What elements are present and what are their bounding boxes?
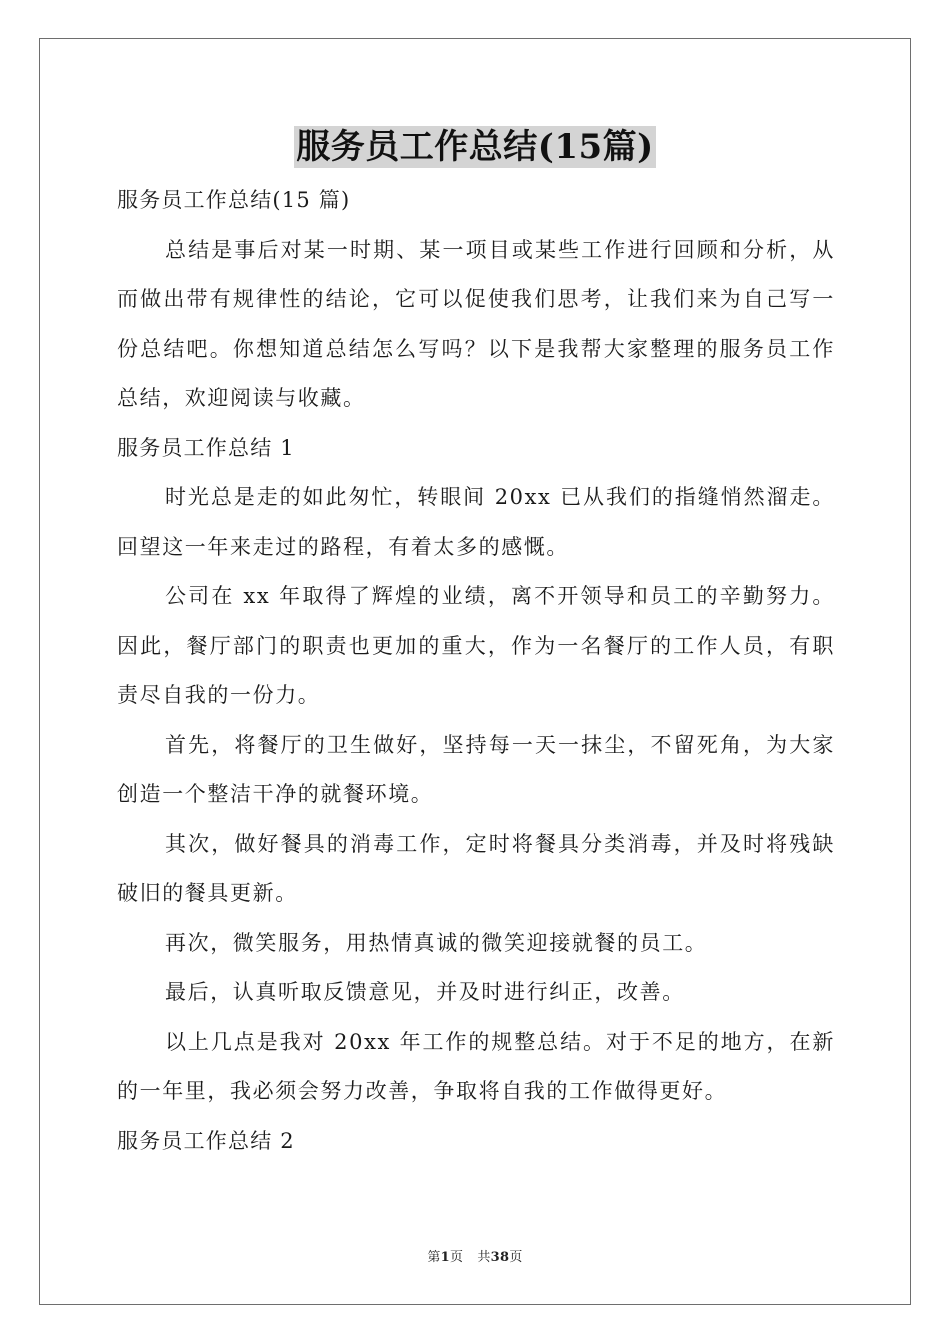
page-suffix: 页 [450,1250,464,1265]
document-body [117,176,835,1166]
body-paragraph: 时光总是走的如此匆忙，转眼间 20xx 已从我们的指缝悄然溜走。回望这一年来走过的路程，有着太多的感慨。 [117,485,835,559]
page-prefix: 第 [427,1250,441,1265]
section-heading-2: 服务员工作总结 2 [117,1128,295,1153]
body-paragraph: 首先，将餐厅的卫生做好，坚持每一天一抹尘，不留死角，为大家创造一个整洁干净的就餐环境。 [117,732,835,806]
subtitle-heading: 服务员工作总结(15 篇) [117,188,351,212]
body-paragraph: 最后，认真听取反馈意见，并及时进行纠正，改善。 [165,980,685,1004]
body-paragraph: 再次，微笑服务，用热情真诚的微笑迎接就餐的员工。 [165,930,708,955]
title-block [0,126,950,168]
total-pages: 38 [490,1250,510,1265]
body-paragraph: 公司在 xx 年取得了辉煌的业绩，离不开领导和员工的辛勤努力。因此，餐厅部门的职责也更加的重大，作为一名餐厅的工作人员，有职责尽自我的一份力。 [117,584,835,707]
total-suffix: 页 [509,1250,523,1265]
body-paragraph: 其次，做好餐具的消毒工作，定时将餐具分类消毒，并及时将残缺破旧的餐具更新。 [117,831,835,905]
page-footer [0,1246,950,1265]
intro-paragraph: 总结是事后对某一时期、某一项目或某些工作进行回顾和分析，从而做出带有规律性的结论，它可以促使我们思考，让我们来为自己写一份总结吧。你想知道总结怎么写吗？以下是我帮大家整理的服务员工作总结，欢迎阅读与收藏。 [117,237,835,410]
total-prefix: 共 [477,1250,491,1265]
body-paragraph: 以上几点是我对 20xx 年工作的规整总结。对于不足的地方，在新的一年里，我必须会努力改善，争取将自我的工作做得更好。 [117,1029,835,1103]
section-heading-1: 服务员工作总结 1 [117,435,295,460]
document-title: 服务员工作总结(15篇) [296,127,654,167]
page-number: 1 [440,1250,451,1265]
